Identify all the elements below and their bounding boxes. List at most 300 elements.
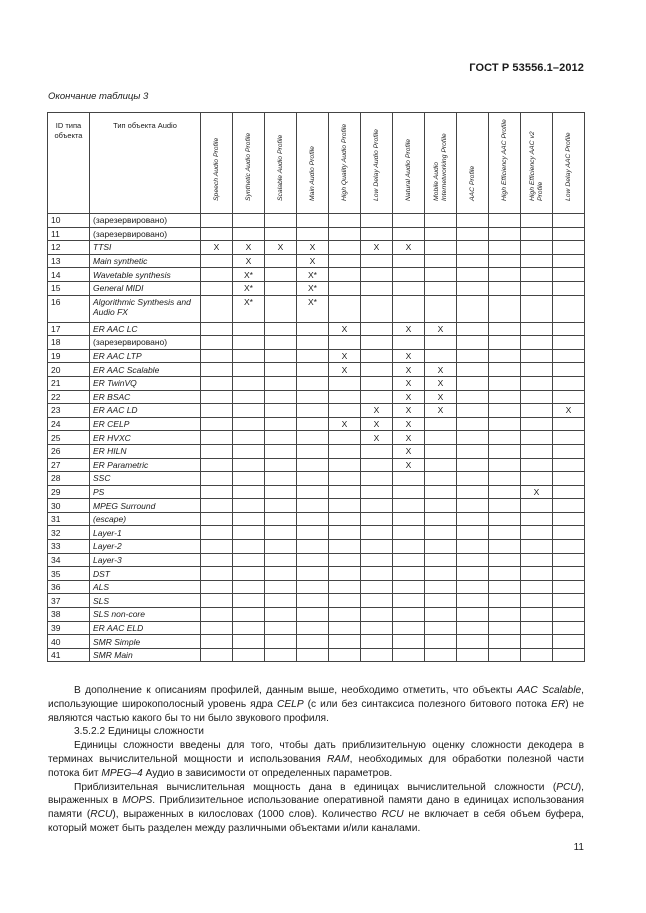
profile-support-cell: X	[297, 241, 329, 255]
profile-support-cell	[329, 540, 361, 554]
profile-support-cell	[361, 526, 393, 540]
column-header-id: ID типа объекта	[48, 113, 90, 214]
audio-object-profile-table	[47, 112, 585, 662]
table-row	[48, 376, 585, 390]
text-run: RCU	[90, 809, 113, 821]
profile-support-cell	[521, 540, 553, 554]
profile-support-cell	[553, 254, 585, 268]
profile-support-cell	[329, 336, 361, 350]
profile-support-cell	[329, 431, 361, 445]
profile-support-cell	[521, 648, 553, 662]
profile-label: Main Audio Profile	[308, 146, 316, 201]
object-type-id: 32	[48, 526, 90, 540]
profile-support-cell	[201, 214, 233, 228]
profile-support-cell	[297, 458, 329, 472]
object-type-id: 26	[48, 444, 90, 458]
column-header-profile	[425, 113, 457, 214]
profile-support-cell	[233, 404, 265, 418]
profile-support-cell	[489, 648, 521, 662]
profile-support-cell	[329, 241, 361, 255]
profile-support-cell	[233, 214, 265, 228]
profile-support-cell	[425, 648, 457, 662]
profile-support-cell	[553, 268, 585, 282]
profile-support-cell	[265, 526, 297, 540]
profile-support-cell	[265, 295, 297, 322]
profile-support-cell	[457, 281, 489, 295]
profile-label: Mobile Audio Internetworking Profile	[432, 133, 448, 201]
profile-support-cell	[425, 268, 457, 282]
profile-support-cell	[393, 281, 425, 295]
profile-support-cell	[553, 444, 585, 458]
profile-support-cell	[393, 648, 425, 662]
object-type-name: ER Parametric	[90, 458, 201, 472]
profile-support-cell: X	[393, 444, 425, 458]
profile-support-cell: X	[361, 404, 393, 418]
table-row	[48, 444, 585, 458]
profile-support-cell	[361, 648, 393, 662]
profile-support-cell: X*	[297, 281, 329, 295]
profile-support-cell: X*	[297, 268, 329, 282]
profile-support-cell	[457, 363, 489, 377]
table-row	[48, 621, 585, 635]
profile-support-cell	[521, 322, 553, 336]
object-type-id: 18	[48, 336, 90, 350]
object-type-name: PS	[90, 485, 201, 499]
profile-support-cell	[265, 648, 297, 662]
text-run: RCU	[381, 809, 404, 821]
object-type-name: Algorithmic Synthesis and Audio FX	[90, 295, 201, 322]
profile-support-cell	[297, 485, 329, 499]
profile-support-cell	[553, 376, 585, 390]
column-header-profile	[233, 113, 265, 214]
profile-support-cell	[329, 376, 361, 390]
text-run: RAM	[326, 753, 350, 765]
text-run: (с или без синтаксиса полезного битового потока	[303, 698, 552, 710]
profile-support-cell	[553, 526, 585, 540]
profile-support-cell	[361, 567, 393, 581]
profile-support-cell	[329, 214, 361, 228]
profile-support-cell	[297, 540, 329, 554]
profile-support-cell: X	[425, 404, 457, 418]
object-type-name: (зарезервировано)	[90, 214, 201, 228]
object-type-id: 34	[48, 553, 90, 567]
profile-support-cell	[233, 553, 265, 567]
profile-support-cell: X	[233, 241, 265, 255]
profile-support-cell	[329, 499, 361, 513]
profile-support-cell	[521, 458, 553, 472]
profile-support-cell	[457, 349, 489, 363]
profile-support-cell: X*	[233, 281, 265, 295]
profile-support-cell: X	[425, 390, 457, 404]
profile-support-cell	[297, 349, 329, 363]
table-row	[48, 295, 585, 322]
table-row	[48, 390, 585, 404]
object-type-id: 27	[48, 458, 90, 472]
profile-support-cell	[489, 390, 521, 404]
profile-support-cell	[489, 485, 521, 499]
profile-support-cell	[361, 295, 393, 322]
profile-support-cell	[233, 376, 265, 390]
profile-support-cell	[361, 635, 393, 649]
body-text	[48, 684, 584, 836]
profile-support-cell	[521, 472, 553, 486]
profile-support-cell	[393, 472, 425, 486]
profile-support-cell: X	[393, 458, 425, 472]
object-type-id: 40	[48, 635, 90, 649]
profile-support-cell	[489, 512, 521, 526]
object-type-name: (зарезервировано)	[90, 336, 201, 350]
profile-support-cell	[393, 608, 425, 622]
text-run: ), выраженных в	[48, 781, 584, 807]
profile-support-cell	[297, 580, 329, 594]
object-type-name: Layer-2	[90, 540, 201, 554]
profile-support-cell	[457, 512, 489, 526]
profile-support-cell: X	[393, 376, 425, 390]
text-run: , необходимых для обработки полезной части потока бит	[48, 753, 584, 779]
profile-support-cell	[233, 512, 265, 526]
profile-support-cell	[297, 608, 329, 622]
object-type-id: 21	[48, 376, 90, 390]
profile-support-cell	[265, 404, 297, 418]
profile-support-cell	[361, 254, 393, 268]
profile-support-cell	[425, 227, 457, 241]
profile-support-cell	[329, 295, 361, 322]
profile-support-cell	[361, 322, 393, 336]
profile-support-cell	[201, 608, 233, 622]
column-header-profile	[361, 113, 393, 214]
table-header-row	[48, 113, 585, 214]
profile-label: Low Delay Audio Profile	[372, 129, 380, 201]
profile-support-cell	[521, 295, 553, 322]
object-type-id: 39	[48, 621, 90, 635]
object-type-name: ER AAC Scalable	[90, 363, 201, 377]
column-header-profile	[489, 113, 521, 214]
profile-support-cell	[521, 390, 553, 404]
table-row	[48, 635, 585, 649]
profile-support-cell: X	[425, 376, 457, 390]
profile-support-cell	[361, 268, 393, 282]
profile-support-cell	[553, 608, 585, 622]
profile-support-cell	[553, 553, 585, 567]
object-type-id: 30	[48, 499, 90, 513]
profile-support-cell: X	[201, 241, 233, 255]
profile-support-cell: X*	[233, 268, 265, 282]
profile-support-cell	[201, 567, 233, 581]
profile-support-cell	[425, 444, 457, 458]
profile-support-cell	[521, 608, 553, 622]
profile-support-cell: X	[393, 349, 425, 363]
profile-label: Speech Audio Profile	[212, 137, 220, 201]
profile-support-cell	[489, 295, 521, 322]
profile-support-cell	[553, 349, 585, 363]
profile-support-cell	[201, 227, 233, 241]
object-type-id: 35	[48, 567, 90, 581]
text-run: Аудио в зависимости от определенных параметров.	[142, 767, 393, 779]
profile-support-cell	[297, 390, 329, 404]
profile-support-cell	[201, 526, 233, 540]
profile-support-cell	[361, 281, 393, 295]
object-type-name: SSC	[90, 472, 201, 486]
profile-support-cell	[297, 444, 329, 458]
text-run: В дополнение к описаниям профилей, данным выше, необходимо отметить, что объекты	[74, 685, 517, 696]
profile-support-cell	[425, 214, 457, 228]
profile-support-cell	[393, 540, 425, 554]
table-row	[48, 526, 585, 540]
profile-support-cell	[425, 336, 457, 350]
profile-support-cell	[521, 417, 553, 431]
profile-support-cell	[265, 594, 297, 608]
profile-support-cell	[553, 635, 585, 649]
object-type-id: 36	[48, 580, 90, 594]
table-row	[48, 553, 585, 567]
profile-support-cell	[361, 349, 393, 363]
profile-support-cell	[297, 417, 329, 431]
profile-support-cell	[329, 268, 361, 282]
profile-support-cell	[457, 485, 489, 499]
column-header-profile	[521, 113, 553, 214]
profile-support-cell	[201, 390, 233, 404]
profile-support-cell	[457, 458, 489, 472]
profile-support-cell	[361, 621, 393, 635]
profile-support-cell	[457, 390, 489, 404]
object-type-id: 31	[48, 512, 90, 526]
profile-support-cell	[361, 472, 393, 486]
profile-support-cell	[425, 512, 457, 526]
profile-support-cell	[233, 363, 265, 377]
object-type-name: Wavetable synthesis	[90, 268, 201, 282]
profile-support-cell	[489, 214, 521, 228]
column-header-object-type: Тип объекта Audio	[90, 113, 201, 214]
profile-support-cell	[201, 376, 233, 390]
profile-support-cell: X	[425, 322, 457, 336]
table-row	[48, 268, 585, 282]
profile-support-cell	[201, 336, 233, 350]
object-type-id: 25	[48, 431, 90, 445]
profile-support-cell	[265, 322, 297, 336]
profile-support-cell	[201, 553, 233, 567]
profile-support-cell	[233, 431, 265, 445]
profile-support-cell	[265, 349, 297, 363]
profile-support-cell	[553, 431, 585, 445]
object-type-name: ER AAC ELD	[90, 621, 201, 635]
profile-support-cell	[265, 281, 297, 295]
profile-support-cell	[393, 621, 425, 635]
profile-support-cell	[201, 349, 233, 363]
text-run: не включает в себя объем буфера, который может быть разделен между различными объектами и/или каналами.	[48, 809, 584, 834]
profile-support-cell	[201, 635, 233, 649]
profile-support-cell	[265, 621, 297, 635]
profile-support-cell	[521, 363, 553, 377]
table-row	[48, 567, 585, 581]
profile-support-cell	[329, 390, 361, 404]
object-type-id: 38	[48, 608, 90, 622]
profile-support-cell	[201, 621, 233, 635]
profile-support-cell	[457, 648, 489, 662]
table-row	[48, 227, 585, 241]
text-run: , использующие широкополосный уровень ядра	[48, 685, 584, 710]
object-type-name: ER AAC LC	[90, 322, 201, 336]
profile-support-cell	[489, 404, 521, 418]
object-type-name: SMR Simple	[90, 635, 201, 649]
table-row	[48, 472, 585, 486]
table-row	[48, 648, 585, 662]
table-row	[48, 241, 585, 255]
profile-support-cell	[521, 567, 553, 581]
profile-support-cell	[457, 472, 489, 486]
page-number: 11	[573, 842, 584, 853]
profile-support-cell	[329, 635, 361, 649]
profile-support-cell	[297, 376, 329, 390]
profile-support-cell	[361, 485, 393, 499]
profile-label: High Efficiency AAC Profile	[500, 119, 508, 201]
profile-support-cell	[329, 485, 361, 499]
object-type-name: (зарезервировано)	[90, 227, 201, 241]
profile-support-cell	[297, 512, 329, 526]
profile-support-cell	[457, 635, 489, 649]
profile-support-cell	[457, 417, 489, 431]
profile-support-cell	[553, 417, 585, 431]
profile-support-cell	[521, 214, 553, 228]
profile-support-cell	[425, 540, 457, 554]
object-type-name: ER TwinVQ	[90, 376, 201, 390]
profile-support-cell	[361, 458, 393, 472]
profile-support-cell	[425, 349, 457, 363]
profile-support-cell	[329, 553, 361, 567]
profile-support-cell	[457, 241, 489, 255]
profile-support-cell	[457, 336, 489, 350]
profile-support-cell	[425, 295, 457, 322]
profile-support-cell	[425, 553, 457, 567]
profile-support-cell	[297, 363, 329, 377]
profile-support-cell	[393, 553, 425, 567]
profile-support-cell	[521, 621, 553, 635]
profile-support-cell	[361, 553, 393, 567]
profile-support-cell	[393, 214, 425, 228]
profile-support-cell	[457, 526, 489, 540]
table-row	[48, 281, 585, 295]
profile-support-cell	[265, 336, 297, 350]
object-type-name: ER HVXC	[90, 431, 201, 445]
profile-support-cell	[233, 458, 265, 472]
profile-support-cell	[233, 390, 265, 404]
object-type-id: 16	[48, 295, 90, 322]
object-type-id: 33	[48, 540, 90, 554]
object-type-id: 19	[48, 349, 90, 363]
profile-support-cell	[329, 580, 361, 594]
text-run: ER	[551, 698, 566, 710]
profile-support-cell	[201, 594, 233, 608]
profile-support-cell: X	[393, 431, 425, 445]
profile-support-cell	[297, 567, 329, 581]
text-run: Единицы сложности введены для того, чтобы дать приблизительную оценку сложности декодера в терминах вычислительной мощности и использования	[48, 740, 584, 765]
profile-support-cell	[425, 567, 457, 581]
profile-support-cell	[553, 567, 585, 581]
object-type-id: 15	[48, 281, 90, 295]
profile-support-cell	[521, 444, 553, 458]
profile-support-cell	[265, 227, 297, 241]
profile-support-cell	[489, 268, 521, 282]
table-row	[48, 404, 585, 418]
profile-support-cell	[393, 567, 425, 581]
profile-support-cell	[425, 526, 457, 540]
object-type-id: 17	[48, 322, 90, 336]
profile-support-cell	[393, 295, 425, 322]
profile-support-cell	[521, 526, 553, 540]
profile-support-cell	[521, 553, 553, 567]
profile-support-cell	[201, 281, 233, 295]
profile-support-cell	[457, 404, 489, 418]
profile-support-cell	[457, 567, 489, 581]
profile-support-cell	[265, 567, 297, 581]
profile-support-cell	[265, 417, 297, 431]
object-type-id: 13	[48, 254, 90, 268]
profile-support-cell	[553, 336, 585, 350]
profile-support-cell	[553, 512, 585, 526]
table-row	[48, 254, 585, 268]
object-type-name: Layer-1	[90, 526, 201, 540]
profile-support-cell	[265, 553, 297, 567]
profile-support-cell	[201, 363, 233, 377]
profile-support-cell	[201, 540, 233, 554]
profile-support-cell	[361, 214, 393, 228]
profile-support-cell	[361, 444, 393, 458]
profile-support-cell	[457, 322, 489, 336]
profile-support-cell	[553, 485, 585, 499]
object-type-name: SLS	[90, 594, 201, 608]
profile-support-cell	[201, 417, 233, 431]
profile-support-cell	[489, 227, 521, 241]
profile-support-cell	[233, 567, 265, 581]
profile-support-cell	[521, 268, 553, 282]
profile-support-cell	[489, 526, 521, 540]
column-header-profile	[297, 113, 329, 214]
profile-support-cell	[489, 322, 521, 336]
profile-support-cell: X	[233, 254, 265, 268]
profile-support-cell	[521, 376, 553, 390]
profile-support-cell	[425, 580, 457, 594]
object-type-id: 12	[48, 241, 90, 255]
column-header-profile	[329, 113, 361, 214]
profile-support-cell	[553, 363, 585, 377]
table-row	[48, 608, 585, 622]
profile-support-cell	[489, 349, 521, 363]
object-type-name: Layer-3	[90, 553, 201, 567]
profile-support-cell	[265, 485, 297, 499]
profile-support-cell	[393, 227, 425, 241]
profile-support-cell	[201, 485, 233, 499]
text-run: CELP	[277, 698, 304, 710]
profile-support-cell	[297, 648, 329, 662]
profile-support-cell	[329, 594, 361, 608]
profile-support-cell	[425, 635, 457, 649]
profile-support-cell	[297, 227, 329, 241]
table-row	[48, 431, 585, 445]
table-row	[48, 594, 585, 608]
profile-support-cell	[553, 472, 585, 486]
profile-support-cell	[425, 458, 457, 472]
profile-label: Natural Audio Profile	[404, 138, 412, 201]
profile-support-cell	[457, 376, 489, 390]
profile-support-cell	[361, 540, 393, 554]
object-type-name: ER AAC LD	[90, 404, 201, 418]
profile-support-cell: X	[393, 404, 425, 418]
table-row	[48, 417, 585, 431]
text-run: . Приблизительное использование оперативной памяти дано в единицах использования памяти (	[48, 795, 585, 821]
profile-support-cell	[265, 458, 297, 472]
profile-support-cell	[201, 472, 233, 486]
text-run: ) не являются частью какого бы то ни было звукового профиля.	[48, 698, 584, 724]
profile-support-cell	[489, 580, 521, 594]
